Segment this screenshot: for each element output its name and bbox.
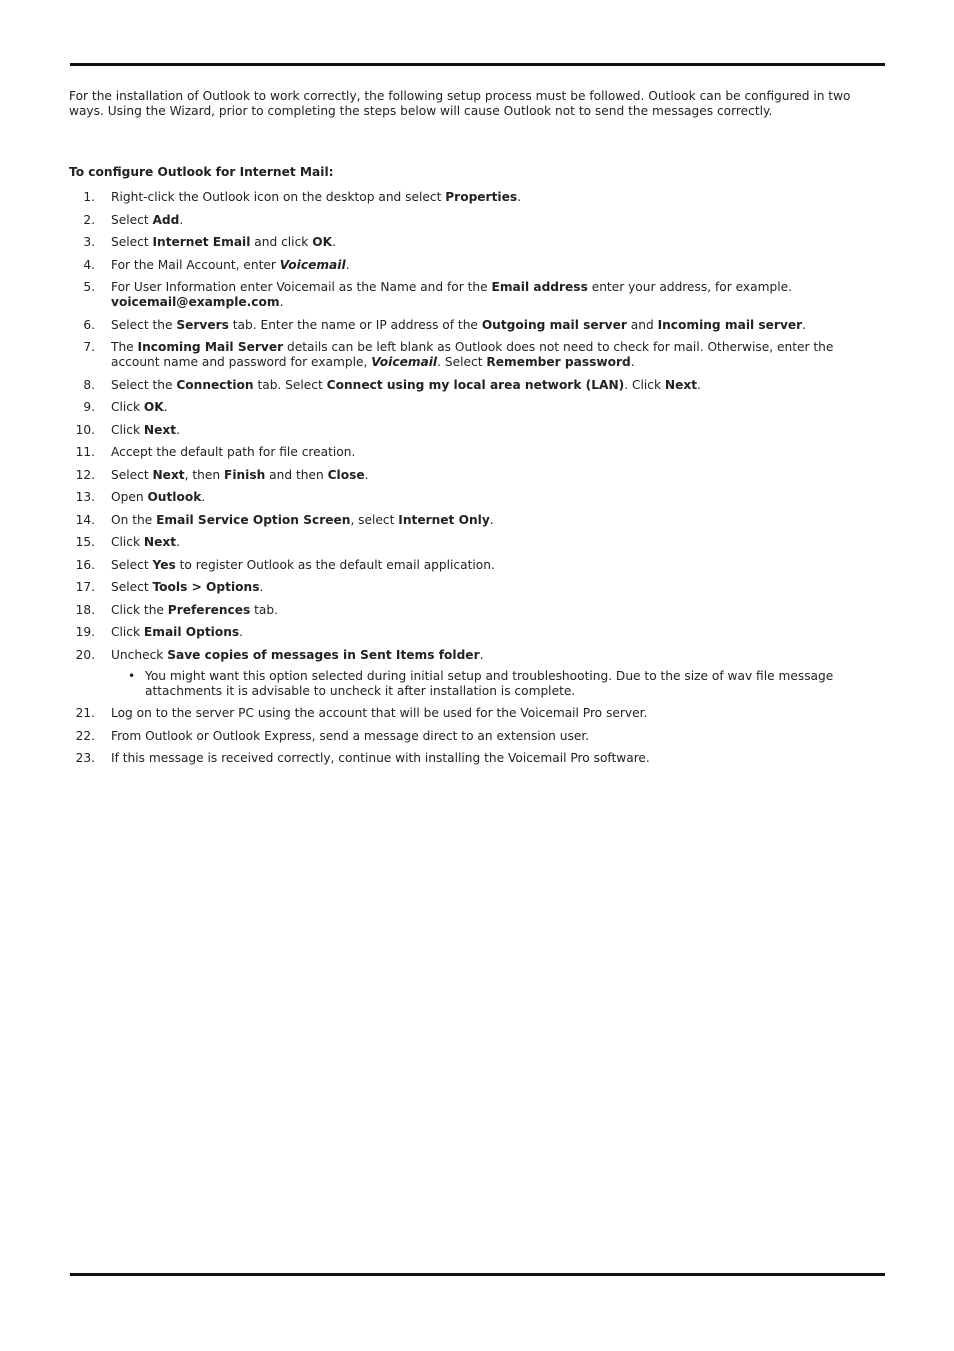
step-number: 17. [75, 580, 95, 594]
section-heading: To configure Outlook for Internet Mail: [69, 165, 334, 179]
header-rule [70, 63, 885, 66]
step-number: 5. [83, 280, 95, 294]
step-number: 19. [75, 625, 95, 639]
step-text: Click Email Options. [111, 625, 244, 639]
step-number: 18. [75, 602, 95, 617]
step-text: Select Yes to register Outlook as the default email application. [111, 557, 495, 572]
step-text: Select Internet Email and click OK. [111, 235, 336, 249]
step-text: Open Outlook. [111, 490, 206, 504]
step-text: Select Tools > Options. [111, 580, 264, 594]
step-item [69, 445, 869, 460]
step-text: Select Add. [111, 212, 184, 227]
step-text: Log on to the server PC using the account that will be used for the Voicemail Pro server. [111, 706, 648, 720]
step-item [69, 648, 869, 699]
steps-list [69, 190, 869, 766]
step-text: Uncheck Save copies of messages in Sent Items folder. [111, 647, 484, 662]
step-item [69, 603, 869, 618]
step-item [69, 729, 869, 744]
sub-item-text: You might want this option selected during initial setup and troubleshooting. Due to the size of wav file message attachments it is advisable to uncheck it after installation is complete. [145, 668, 834, 698]
step-number: 12. [75, 467, 95, 482]
step-item [69, 280, 869, 310]
step-number: 23. [75, 751, 95, 765]
step-number: 3. [83, 235, 95, 249]
step-item [69, 340, 869, 370]
step-item [69, 190, 869, 205]
step-item [69, 378, 869, 393]
step-item [69, 706, 869, 721]
step-number: 16. [75, 557, 95, 572]
sub-list-item [111, 669, 869, 699]
step-text: Right-click the Outlook icon on the desktop and select Properties. [111, 190, 521, 204]
step-text: Select Next, then Finish and then Close. [111, 467, 369, 482]
step-number: 2. [83, 212, 95, 227]
step-number: 14. [75, 512, 95, 527]
footer-rule [70, 1273, 885, 1276]
step-number: 20. [75, 647, 95, 662]
step-item [69, 558, 869, 573]
step-item [69, 318, 869, 333]
step-number: 8. [83, 377, 95, 392]
step-item [69, 468, 869, 483]
step-item [69, 535, 869, 550]
step-item [69, 580, 869, 595]
step-number: 4. [83, 257, 95, 272]
step-item [69, 751, 869, 766]
step-text: If this message is received correctly, continue with installing the Voicemail Pro software. [111, 751, 650, 765]
step-number: 22. [75, 728, 95, 743]
step-text: Select the Connection tab. Select Connect using my local area network (LAN). Click Next. [111, 377, 701, 392]
step-item [69, 513, 869, 528]
step-text: Accept the default path for file creation. [111, 445, 356, 459]
step-text: On the Email Service Option Screen, select Internet Only. [111, 512, 494, 527]
step-item [69, 625, 869, 640]
step-text: Click Next. [111, 422, 180, 437]
step-number: 6. [83, 317, 95, 332]
step-text: Select the Servers tab. Enter the name or IP address of the Outgoing mail server and Incoming mail server. [111, 317, 807, 332]
step-text: For the Mail Account, enter Voicemail. [111, 257, 350, 272]
step-item [69, 490, 869, 505]
intro-paragraph: For the installation of Outlook to work correctly, the following setup process must be followed. Outlook can be configured in two ways. Using the Wizard, prior to completing the steps below will cause Outlook not to send the messages correctly. [69, 89, 851, 118]
step-item [69, 423, 869, 438]
step-item [69, 258, 869, 273]
step-text: Click the Preferences tab. [111, 602, 279, 617]
page-content [69, 89, 869, 774]
step-sublist [111, 669, 869, 699]
step-number: 1. [83, 190, 95, 204]
step-item [69, 235, 869, 250]
step-number: 9. [83, 400, 95, 414]
step-text: From Outlook or Outlook Express, send a message direct to an extension user. [111, 728, 590, 743]
step-text: Click OK. [111, 400, 168, 414]
step-number: 11. [75, 445, 95, 459]
step-number: 13. [75, 490, 95, 504]
step-number: 10. [75, 422, 95, 437]
step-text: The Incoming Mail Server details can be left blank as Outlook does not need to check for mail. Otherwise, enter the account name and password for example, Voicemail. Select Remember password. [111, 340, 834, 369]
step-text: For User Information enter Voicemail as the Name and for the Email address enter your address, for example. voicemail@example.com. [111, 280, 792, 309]
step-number: 7. [83, 340, 95, 354]
step-item [69, 213, 869, 228]
step-number: 21. [75, 706, 95, 720]
bullet-icon: • [128, 668, 136, 683]
step-number: 15. [75, 535, 95, 549]
step-item [69, 400, 869, 415]
step-text: Click Next. [111, 535, 180, 549]
